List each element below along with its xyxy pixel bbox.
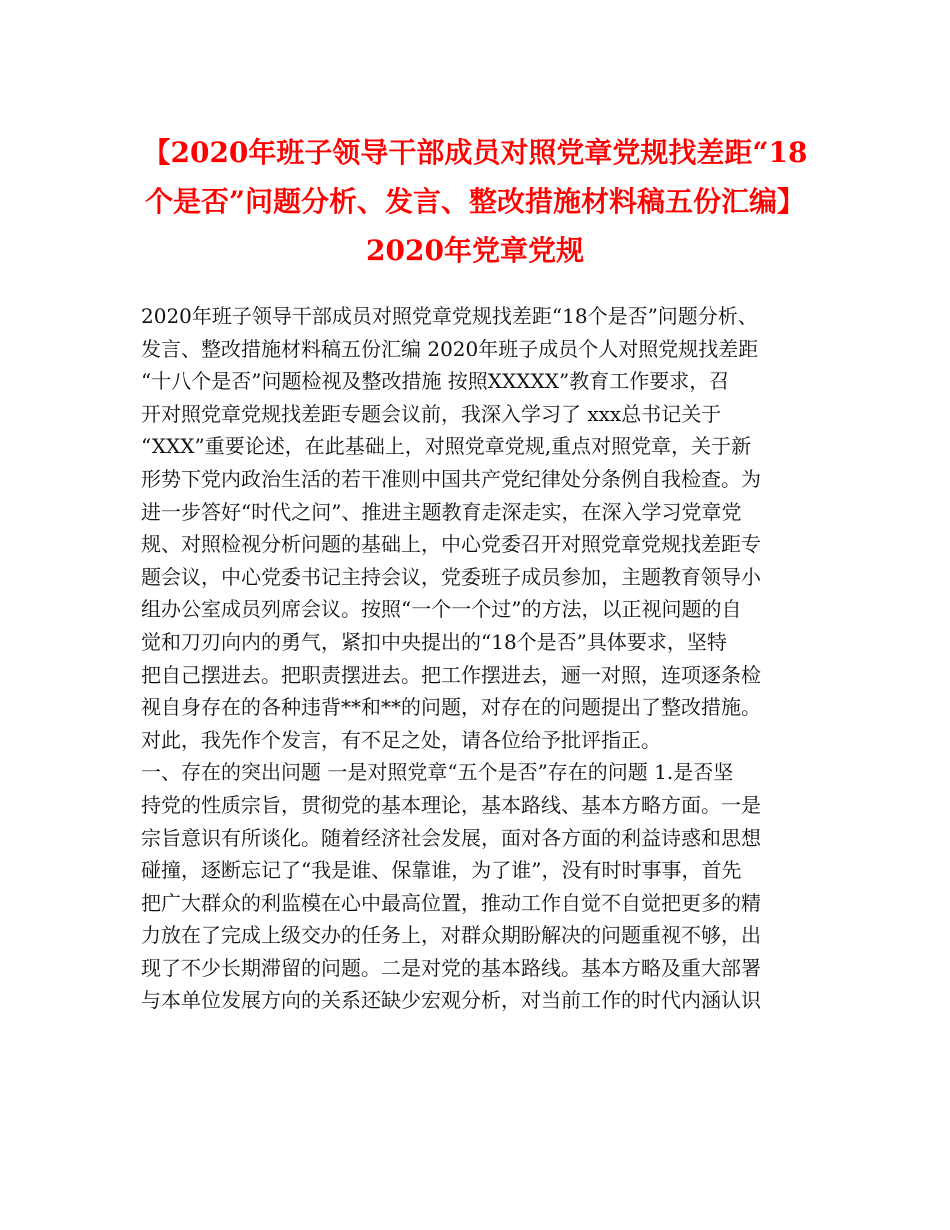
- body-line: 现了不少长期滞留的问题。二是对党的基本路线。基本方略及重大部署: [141, 955, 761, 980]
- body-line: 一、存在的突出问题 一是对照党章“五个是否”存在的问题 1.是否坚: [141, 760, 734, 785]
- body-line: 组办公室成员列席会议。按照“一个一个过”的方法，以正视问题的自: [141, 597, 742, 622]
- title-line: 2020年党章党规: [366, 234, 584, 267]
- title-line: 【2020年班子领导干部成员对照党章党规找差距“18: [142, 136, 808, 169]
- body-line: 把广大群众的利监模在心中最高位置，推动工作自觉不自觉把更多的精: [141, 890, 761, 915]
- body-line: 对此，我先作个发言，有不足之处，请各位给予批评指正。: [141, 727, 661, 752]
- body-line: 碰撞，逐断忘记了“我是谁、保靠谁，为了谁”，没有时时事事，首先: [141, 858, 742, 883]
- body-line: 视自身存在的各种违背**和**的问题，对存在的问题提出了整改措施。: [141, 695, 761, 720]
- body-line: 规、对照检视分析问题的基础上，中心党委召开对照党章党规找差距专: [141, 532, 761, 557]
- body-line: 开对照党章党规找差距专题会议前，我深入学习了 xxx总书记关于: [141, 401, 722, 426]
- body-line: 持党的性质宗旨，贯彻党的基本理论，基本路线、基本方略方面。一是: [141, 792, 761, 817]
- body-line: 2020年班子领导干部成员对照党章党规找差距“18个是否”问题分析、: [141, 304, 758, 328]
- body-line: 形势下党内政治生活的若干准则中国共产党纪律处分条例自我检查。为: [141, 466, 761, 491]
- document-title: [120, 128, 830, 275]
- body-line: “XXX”重要论述，在此基础上，对照党章党规,重点对照党章，关于新: [141, 434, 752, 459]
- body-line: 把自己摆进去。把职责摆进去。把工作摆进去，逦一对照，连项逐条检: [141, 662, 761, 687]
- body-line: “十八个是否”问题检视及整改措施 按照XXXXX”教育工作要求，召: [141, 369, 730, 394]
- body-line: 宗旨意识有所谈化。随着经济社会发展，面对各方面的利益诗惑和思想: [141, 825, 761, 850]
- body-line: 与本单位发展方向的关系还缺少宏观分析，对当前工作的时代内涵认识: [141, 988, 761, 1013]
- body-line: 觉和刀刃向内的勇气，紧扣中央提出的“18个是否”具体要求，坚特: [141, 629, 727, 654]
- title-line: 个是否”问题分析、发言、整改措施材料稿五份汇编】: [144, 185, 806, 218]
- body-line: 发言、整改措施材料稿五份汇编 2020年班子成员个人对照党规找差距: [141, 336, 759, 361]
- document-body: [141, 300, 831, 1017]
- body-line: 进一步答好“时代之问”、推进主题教育走深走实，在深入学习党章党: [141, 499, 742, 524]
- body-line: 力放在了完成上级交办的任务上，对群众期盼解决的问题重视不够，出: [141, 923, 761, 948]
- body-line: 题会议，中心党委书记主持会议，党委班子成员参加，主题教育领导小: [141, 564, 761, 589]
